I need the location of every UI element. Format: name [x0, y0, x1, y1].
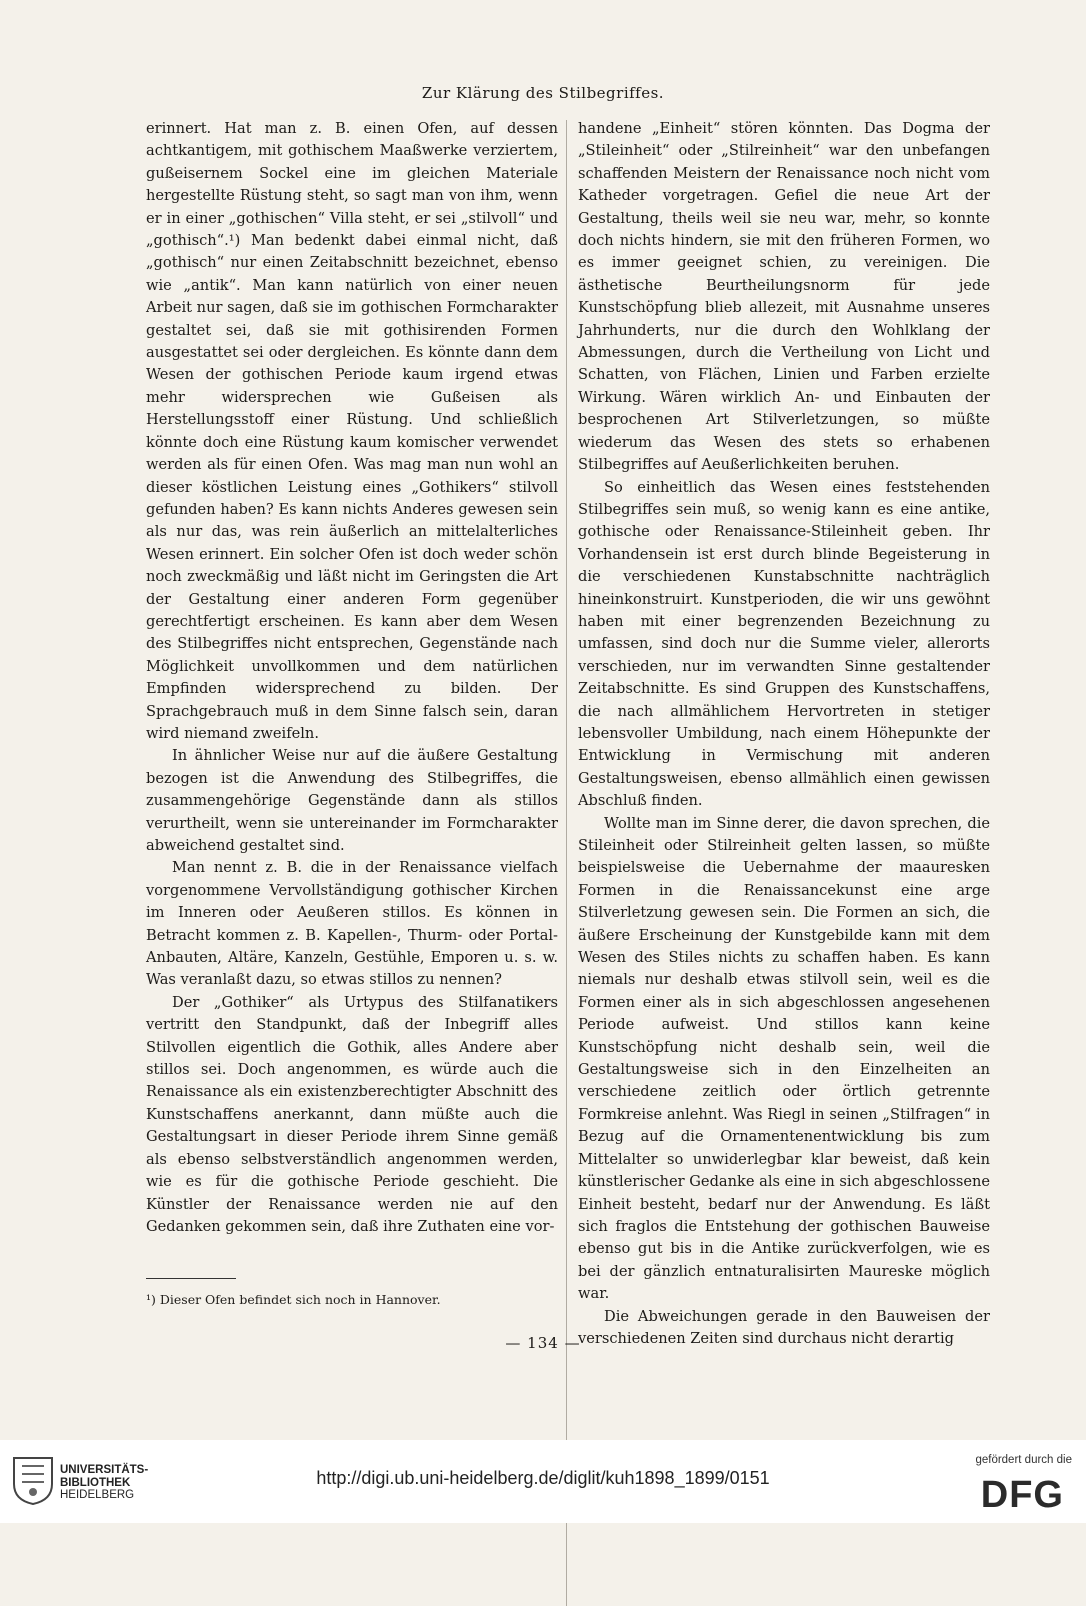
source-url-link[interactable]: http://digi.ub.uni-heidelberg.de/diglit/kuh1898_1899/0151: [316, 1468, 770, 1488]
footnote-rule: [146, 1278, 236, 1279]
institution-line: BIBLIOTHEK: [60, 1476, 131, 1489]
institution-line: HEIDELBERG: [60, 1489, 135, 1501]
funding-note: gefördert durch die: [975, 1454, 1072, 1466]
paragraph: erinnert. Hat man z. B. einen Ofen, auf dessen achtkantigem, mit gothischem Maaßwerke verziertem, gußeisernem Sockel eine im gleichen Materiale hergestellte Rüstung steht, so sagt man von ihm, wenn er in einer „gothischen“ Villa steht, er sei „stilvoll“ und „gothisch“.¹) Man bedenkt dabei einmal nicht, daß „gothisch“ nur einen Zeitabschnitt bezeichnet, ebenso wie „antik“. Man kann natürlich von einer neuen Arbeit nur sagen, daß sie im gothischen Formcharakter gestaltet sei, daß sie mit gothisirenden Formen ausgestattet sei oder dergleichen. Es könnte dann dem Wesen der gothischen Periode kaum irgend etwas mehr widersprechen wie Gußeisen als Herstellungsstoff einer Rüstung. Und schließlich könnte doch eine Rüstung kaum komischer verwendet werden als für einen Ofen. Was mag man nun wohl an dieser köstlichen Leistung eines „Gothikers“ stilvoll gefunden haben? Es kann nichts Anderes gewesen sein als nur das, was rein äußerlich an mittelalterliches Wesen erinnert. Ein solcher Ofen ist doch weder schön noch zweckmäßig und läßt nicht im Geringsten die Art der Gestaltung einer anderen Form gegenüber gerechtfertigt erscheinen. Es kann aber dem Wesen des Stilbegriffes nicht entsprechen, Gegenstände nach Möglichkeit unvollkommen und dem natürlichen Empfinden widersprechend zu bilden. Der Sprachgebrauch muß in dem Sinne falsch sein, daran wird niemand zweifeln.: [146, 120, 558, 742]
paragraph: So einheitlich das Wesen eines feststehenden Stilbegriffes sein muß, so wenig kann es eine antike, gothische oder Renaissance-Stileinheit geben. Ihr Vorhandensein ist erst durch blinde Begeisterung in die verschiedenen Kunstabschnitte nachträglich hineinkonstruirt. Kunstperioden, die wir uns gewöhnt haben mit einer begrenzenden Bezeichnung zu umfassen, sind doch nur die Summe vieler, allerorts verschieden, nur im verwandten Sinne gestaltender Zeitabschnitte. Es sind Gruppen des Kunstschaffens, die nach allmählichem Hervortreten in stetiger lebensvoller Umbildung, nach einem Höhepunkte der Entwicklung in Vermischung mit anderen Gestaltungsweisen, ebenso allmählich einen gewissen Abschluß finden.: [578, 478, 990, 810]
left-column: [146, 118, 558, 1238]
footnote: ¹) Dieser Ofen befindet sich noch in Hannover.: [146, 1292, 441, 1307]
institution-line: UNIVERSITÄTS-: [60, 1464, 149, 1476]
running-header: Zur Klärung des Stilbegriffes.: [421, 84, 665, 102]
column-divider: [566, 120, 567, 1606]
footer-bar: [0, 1440, 1086, 1523]
paragraph: Wollte man im Sinne derer, die davon sprechen, die Stileinheit oder Stilreinheit gelten lassen, so müßte beispielsweise die Uebernahme der maauresken Formen in die Renaissancekunst eine arge Stilverletzung gewesen sein. Die Formen an sich, die äußere Erscheinung der Kunstgebilde kann mit dem Wesen des Stiles nichts zu schaffen haben. Es kann niemals nur deshalb etwas stilvoll sein, weil es die Formen einer als in sich abgeschlossen angesehenen Periode aufweist. Und stillos kann keine Kunstschöpfung nicht deshalb sein, weil die Gestaltungsweise sich in den Einzelheiten an verschiedene zeitlich oder örtlich getrennte Formkreise anlehnt. Was Riegl in seinen „Stilfragen“ in Bezug auf die Ornamentenentwicklung bis zum Mittelalter so unwiderlegbar klar beweist, daß kein künstlerischer Gedanke als eine in sich abgeschlossene Einheit besteht, bedarf nur der Anwendung. Es läßt sich fraglos die Entstehung der gothischen Bauweise ebenso gut bis in die Antike zurückverfolgen, wie es bei der gänzlich entnaturalisirten Maureske möglich war.: [578, 814, 990, 1303]
paragraph: In ähnlicher Weise nur auf die äußere Gestaltung bezogen ist die Anwendung des Stilbegriffes, die zusammengehörige Gegenstände dann als stillos verurtheilt, wenn sie untereinander im Formcharakter abweichend gestaltet sind.: [146, 747, 558, 854]
paragraph: Der „Gothiker“ als Urtypus des Stilfanatikers vertritt den Standpunkt, daß der Inbegriff alles Stilvollen eigentlich die Gothik, alles Andere aber stillos sei. Doch angenommen, es würde auch die Renaissance als ein existenzberechtigter Abschnitt des Kunstschaffens anerkannt, dann müßte auch die Gestaltungsart in dieser Periode ihrem Sinne gemäß als ebenso selbstverständlich angenommen werden, wie es für die gothische Periode geschieht. Die Künstler der Renaissance werden nie auf den Gedanken gekommen sein, daß ihre Zuthaten eine vor-: [146, 993, 558, 1235]
page-number: — 134 —: [505, 1334, 581, 1352]
dfg-logo: DFG: [980, 1474, 1064, 1516]
paragraph: Man nennt z. B. die in der Renaissance vielfach vorgenommene Vervollständigung gothischer Kirchen im Inneren oder Aeußeren stillos. Es können in Betracht kommen z. B. Kapellen-, Thurm- oder Portal-Anbauten, Altäre, Kanzeln, Gestühle, Emporen u. s. w. Was veranlaßt dazu, so etwas stillos zu nennen?: [146, 859, 558, 989]
right-column: [578, 118, 990, 1350]
paragraph: Die Abweichungen gerade in den Bauweisen der verschiedenen Zeiten sind durchaus nicht derartig: [578, 1307, 990, 1347]
paragraph: handene „Einheit“ stören könnten. Das Dogma der „Stileinheit“ oder „Stilreinheit“ war den unbefangen schaffenden Meistern der Renaissance noch nicht vom Katheder vorgetragen. Gefiel die neue Art der Gestaltung, theils weil sie neu war, mehr, so konnte doch nichts hindern, sie mit den früheren Formen, wo es immer geeignet schien, zu vereinigen. Die ästhetische Beurtheilungsnorm für jede Kunstschöpfung blieb allezeit, mit Ausnahme unseres Jahrhunderts, nur die durch den Wohlklang der Abmessungen, durch die Vertheilung von Licht und Schatten, von Flächen, Linien und Farben erzielte Wirkung. Wären wirklich An- und Einbauten der besprochenen Art Stilverletzungen, so müßte wiederum das Wesen des stets so erhabenen Stilbegriffes auf Aeußerlichkeiten beruhen.: [578, 120, 990, 474]
